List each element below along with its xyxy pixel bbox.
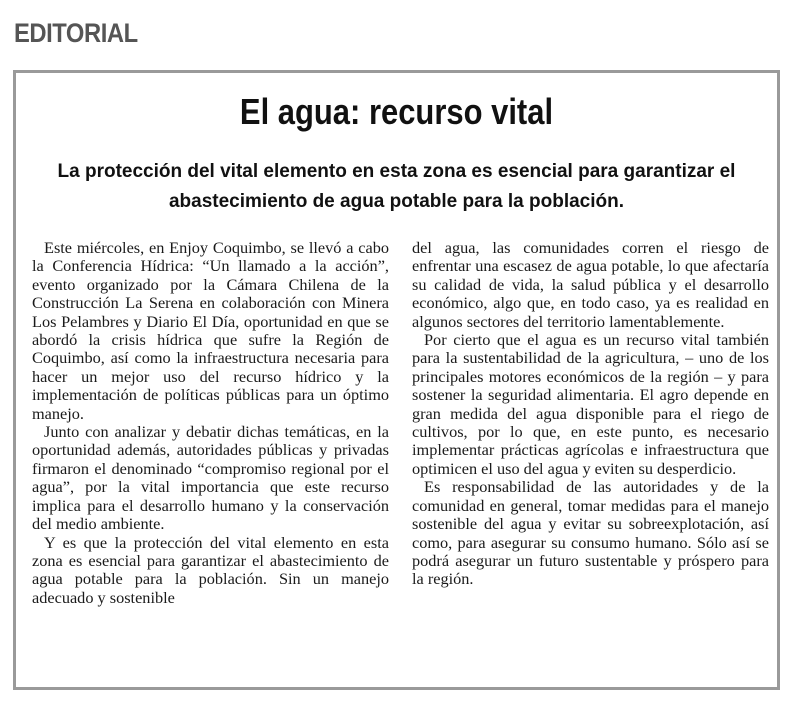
section-label: EDITORIAL — [14, 18, 138, 48]
paragraph: Y es que la protección del vital elemento en esta zona es esencial para garantizar el abastecimiento de agua potable para la población. Sin un manejo adecuado y sostenible — [32, 532, 389, 607]
paragraph: Junto con analizar y debatir dichas temáticas, en la oportunidad además, autoridades públicas y privadas firmaron el denominado “compromiso regional por el agua”, por la vital importancia que este recurso implica para el desarrollo humano y la conservación del medio ambiente. — [32, 422, 389, 534]
editorial-box — [13, 70, 780, 690]
headline: El agua: recurso vital — [239, 91, 554, 132]
body-column-2 — [412, 239, 769, 679]
paragraph: Este miércoles, en Enjoy Coquimbo, se llevó a cabo la Conferencia Hídrica: “Un llamado a la acción”, evento organizado por la Cámara Chilena de la Construcción La Serena en colaboración con Minera Los Pelambres y Diario El Día, oportunidad en que se abordó la crisis hídrica que sufre la Región de Coquimbo, así como la infraestructura necesaria para hacer un mejor uso del recurso hídrico y la implementación de políticas públicas para un óptimo manejo. — [32, 238, 389, 423]
paragraph: Por cierto que el agua es un recurso vital también para la sustentabilidad de la agricultura, – uno de los principales motores económicos de la región – y para sostener la seguridad alimentaria. El agro depende en gran medida del agua disponible para el riego de cultivos, por lo que, en este punto, es necesario implementar prácticas agrícolas e infraestructura que optimicen el uso del agua y eviten su desperdicio. — [412, 330, 769, 478]
paragraph-continued: del agua, las comunidades corren el riesgo de enfrentar una escasez de agua potable, lo que afectaría su calidad de vida, la salud pública y el desarrollo económico, algo que, en todo caso, ya es realidad en algunos sectores del territorio lamentablemente. — [412, 238, 769, 331]
deck: La protección del vital elemento en esta zona es esencial para garantizar el abastecimiento de agua potable para la población. — [57, 161, 736, 212]
body-column-1 — [32, 239, 389, 679]
paragraph: Es responsabilidad de las autoridades y de la comunidad en general, tomar medidas para el manejo sostenible del agua y evitar su sobreexplotación, así como, para asegurar su consumo humano. Sólo así se podrá asegurar un futuro sustentable y próspero para la región. — [412, 477, 769, 589]
body-columns — [32, 239, 769, 679]
